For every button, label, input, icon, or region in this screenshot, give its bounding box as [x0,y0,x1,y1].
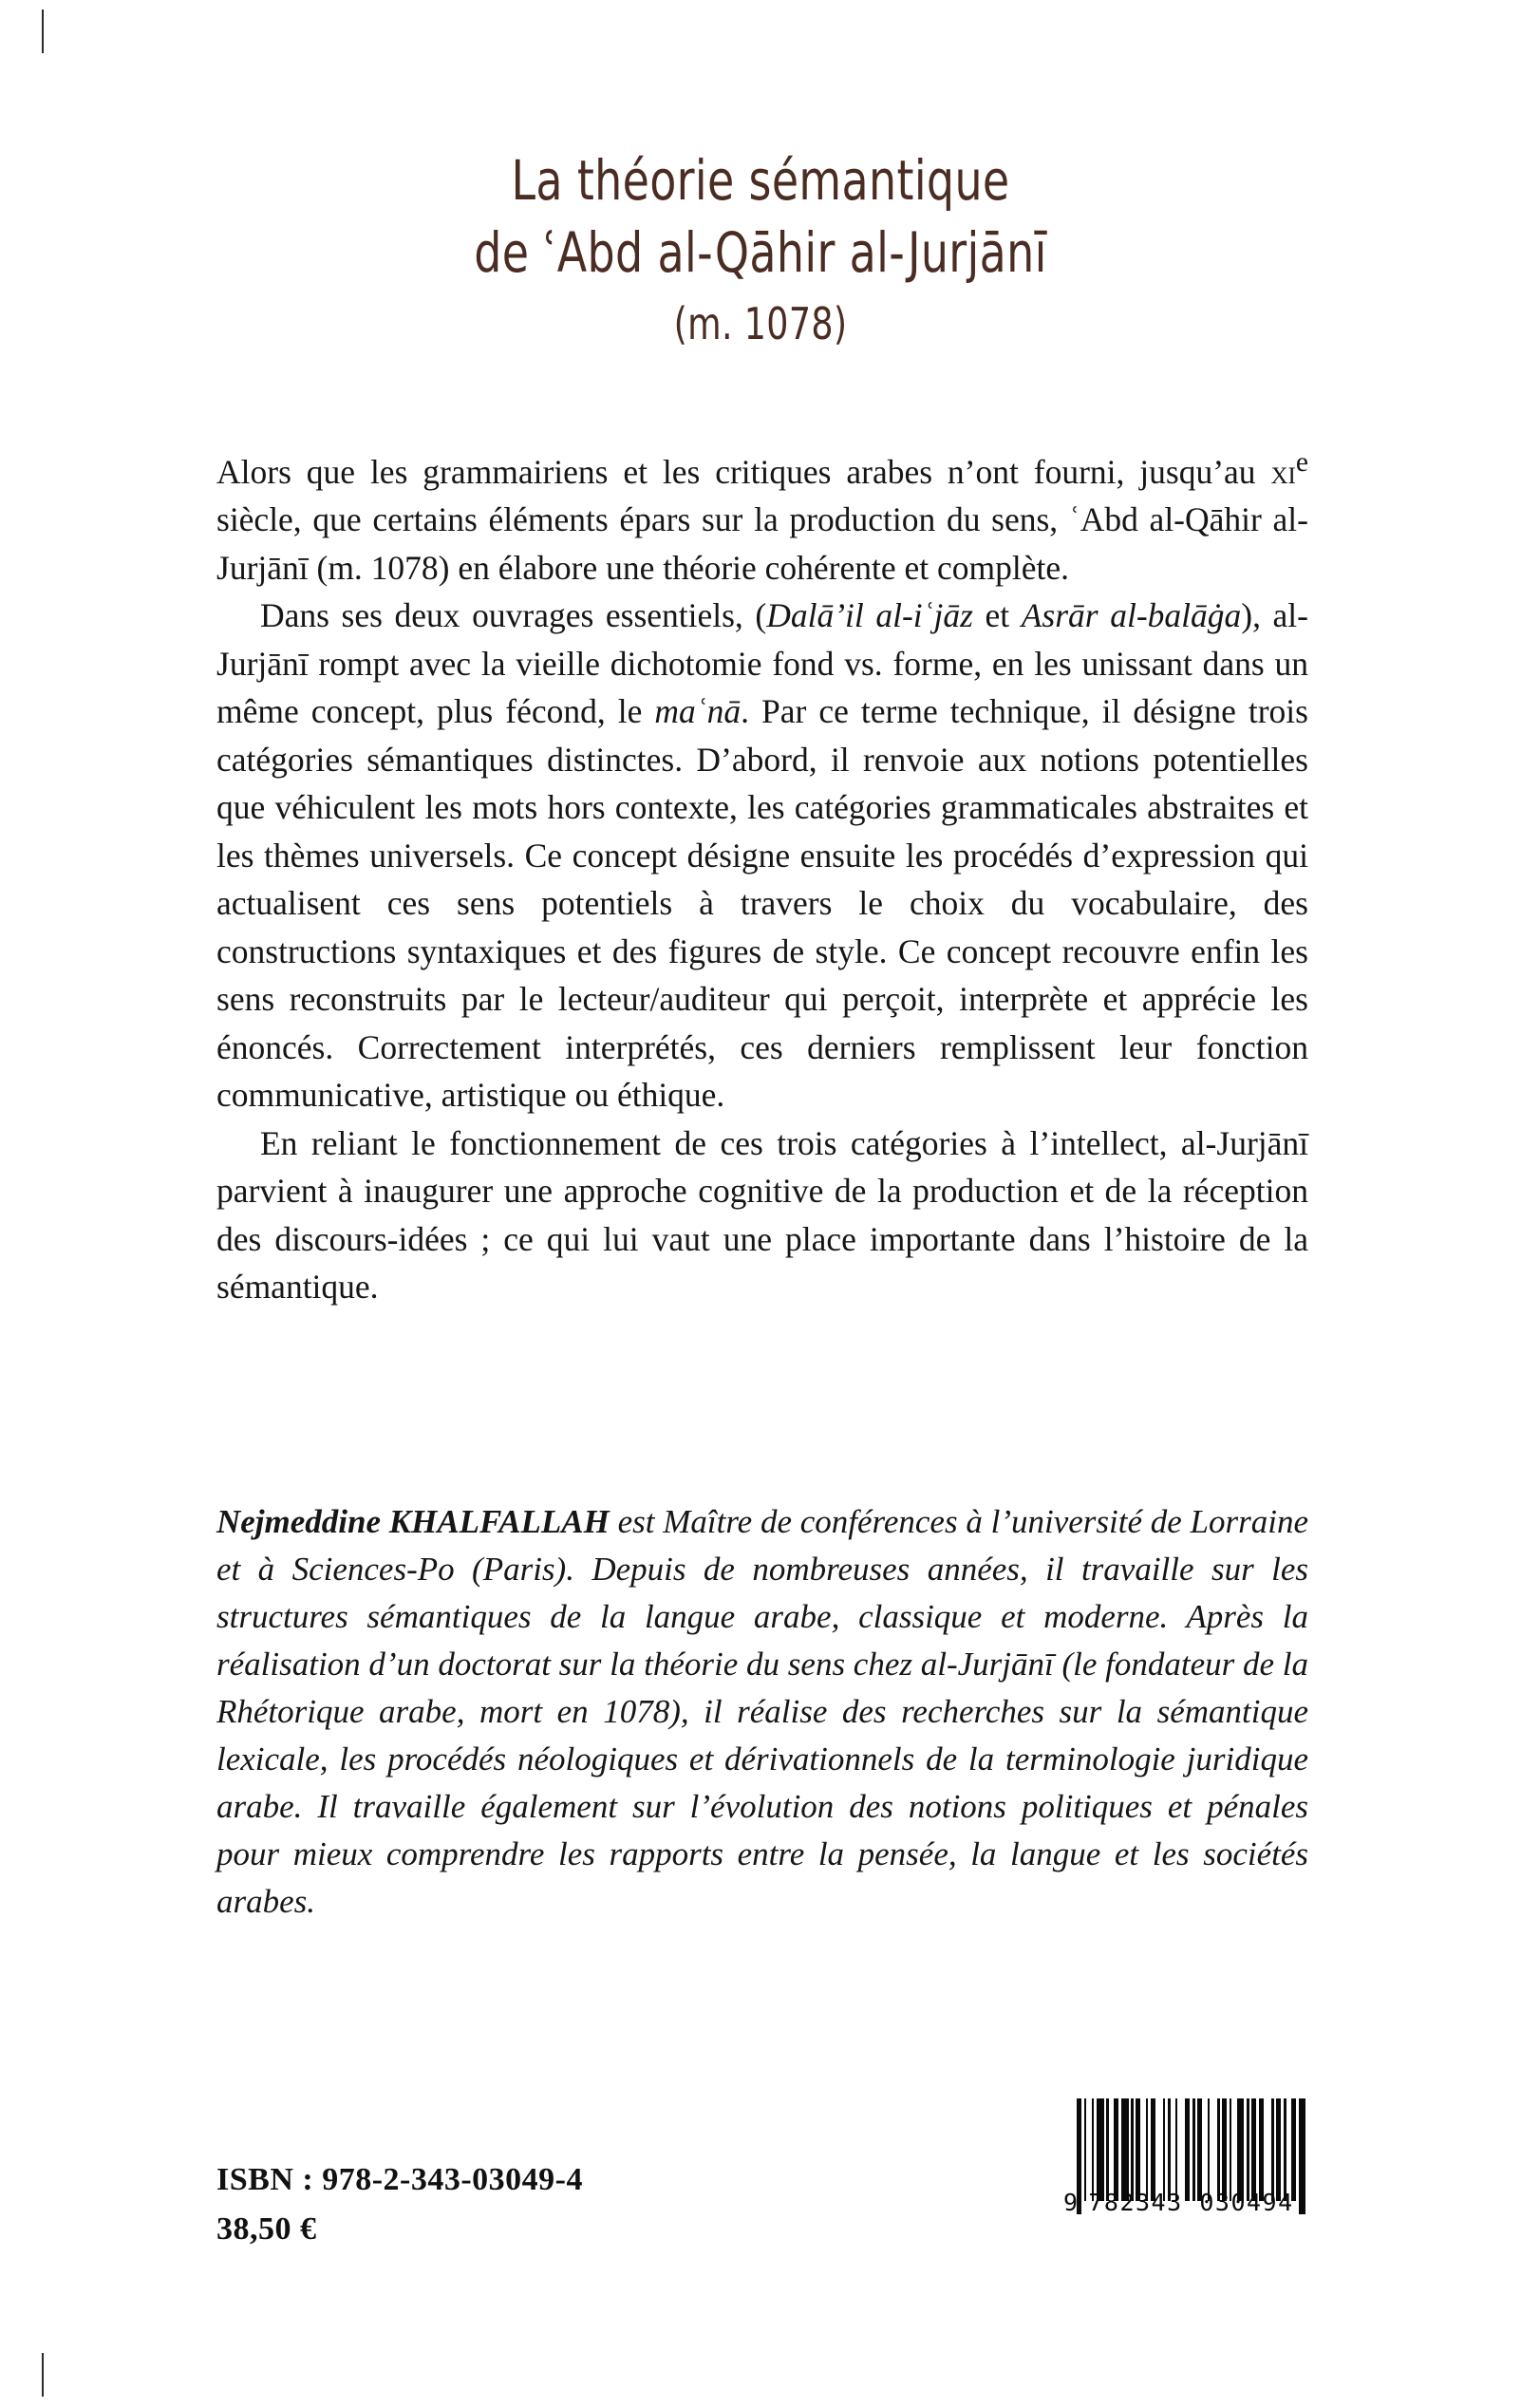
isbn-text: ISBN : 978-2-343-03049-4 [216,2162,583,2197]
blurb-p1-century-ordinal: e [1295,447,1308,478]
barcode-lead-digit: 9 [1063,2189,1080,2216]
book-title [0,144,1521,359]
title-line-2: de ʿAbd al-Qāhir al-Jurjānī [474,220,1047,285]
barcode-bar [1264,2098,1271,2201]
author-bio-paragraph [216,1498,1308,1926]
title-subtitle-death-year: (m. 1078) [673,298,848,349]
back-cover-blurb [216,439,1308,1311]
barcode-digits [1061,2189,1318,2216]
title-line-1: La théorie sémantique [511,148,1010,213]
crop-mark-top-left [42,9,44,53]
author-bio-text: est Maître de conférences à l’université de Lorraine et à Sciences-Po (Paris). Depuis de nombreuses années, il travaille sur les structures sémantiques de la langue arabe, classique et moderne. Après la réalisation d’un doctorat sur la théorie du sens chez al-Jurjānī (le fondateur de la Rhétorique arabe, mort en 1078), il réalise des recherches sur la sémantique lexicale, les procédés néologiques et dérivationnels de la terminologie juridique arabe. Il travaille également sur l’évolution des notions politiques et pénales pour mieux comprendre les rapports entre la pensée, la langue et les sociétés arabes. [216,1503,1309,1920]
blurb-p1-century-roman: xi [1270,452,1296,491]
blurb-p2-b: et [972,596,1022,635]
cover-footer [216,2155,1318,2345]
blurb-paragraph-2 [216,592,1308,1119]
author-biography [216,1498,1308,1926]
ean13-barcode [1061,2098,1318,2216]
barcode-bar [1177,2098,1185,2201]
blurb-p1-text-b: siècle, que certains éléments épars sur la production du sens, ʿAbd al-Qāhir al-Jurjānī (m. 1078) en élabore une théorie cohérente et complète. [216,500,1308,587]
barcode-bar [1305,2098,1308,2214]
barcode-bar [1210,2098,1217,2201]
blurb-p2-c: ), al-Jurjānī rompt avec la vieille dichotomie fond vs. forme, en les unissant dans un même concept, plus fécond, le [216,596,1308,731]
blurb-paragraph-1 [216,439,1308,592]
blurb-title-asrar: Asrār al-balāġa [1021,596,1242,635]
barcode-bar [1155,2098,1163,2201]
barcode-bar [1097,2098,1104,2201]
barcode-right-group: 030494 [1199,2189,1294,2216]
blurb-p2-a: Dans ses deux ouvrages essentiels, ( [260,596,767,635]
blurb-paragraph-3: En reliant le fonctionnement de ces trois catégories à l’intellect, al-Jurjānī parvient à inaugurer une approche cognitive de la production et de la réception des discours-idées ; ce qui lui vaut une place importante dans l’histoire de la sémantique. [216,1123,1308,1307]
barcode-left-group: 782343 [1088,2189,1183,2216]
blurb-p2-d: . Par ce terme technique, il désigne trois catégories sémantiques distinctes. D’abord, il renvoie aux notions potentielles que véhiculent les mots hors contexte, les catégories grammaticales abstraites et les thèmes universels. Ce concept désigne ensuite les procédés d’expression qui actualisent ces sens potentiels à travers le choix du vocabulaire, des constructions syntaxiques et des figures de style. Ce concept recouvre enfin les sens reconstruits par le lecteur/auditeur qui perçoit, interprète et apprécie les énoncés. Correctement interprétés, ces derniers remplissent leur fonction communicative, artistique ou éthique. [216,692,1308,1115]
blurb-p1-text-a: Alors que les grammairiens et les critiques arabes n’ont fourni, jusqu’au [216,452,1271,491]
barcode-bar [1121,2098,1129,2201]
barcode-bars [1061,2098,1318,2201]
blurb-title-dalail: Dalā’il al-iʿjāz [766,596,973,635]
crop-mark-bottom-left [42,2353,44,2397]
price-text: 38,50 € [216,2211,317,2247]
isbn-price-block [216,2155,583,2254]
author-name: Nejmeddine KHALFALLAH [216,1503,610,1540]
barcode-bar [1237,2098,1245,2201]
blurb-term-mana: maʿnā [654,692,742,731]
